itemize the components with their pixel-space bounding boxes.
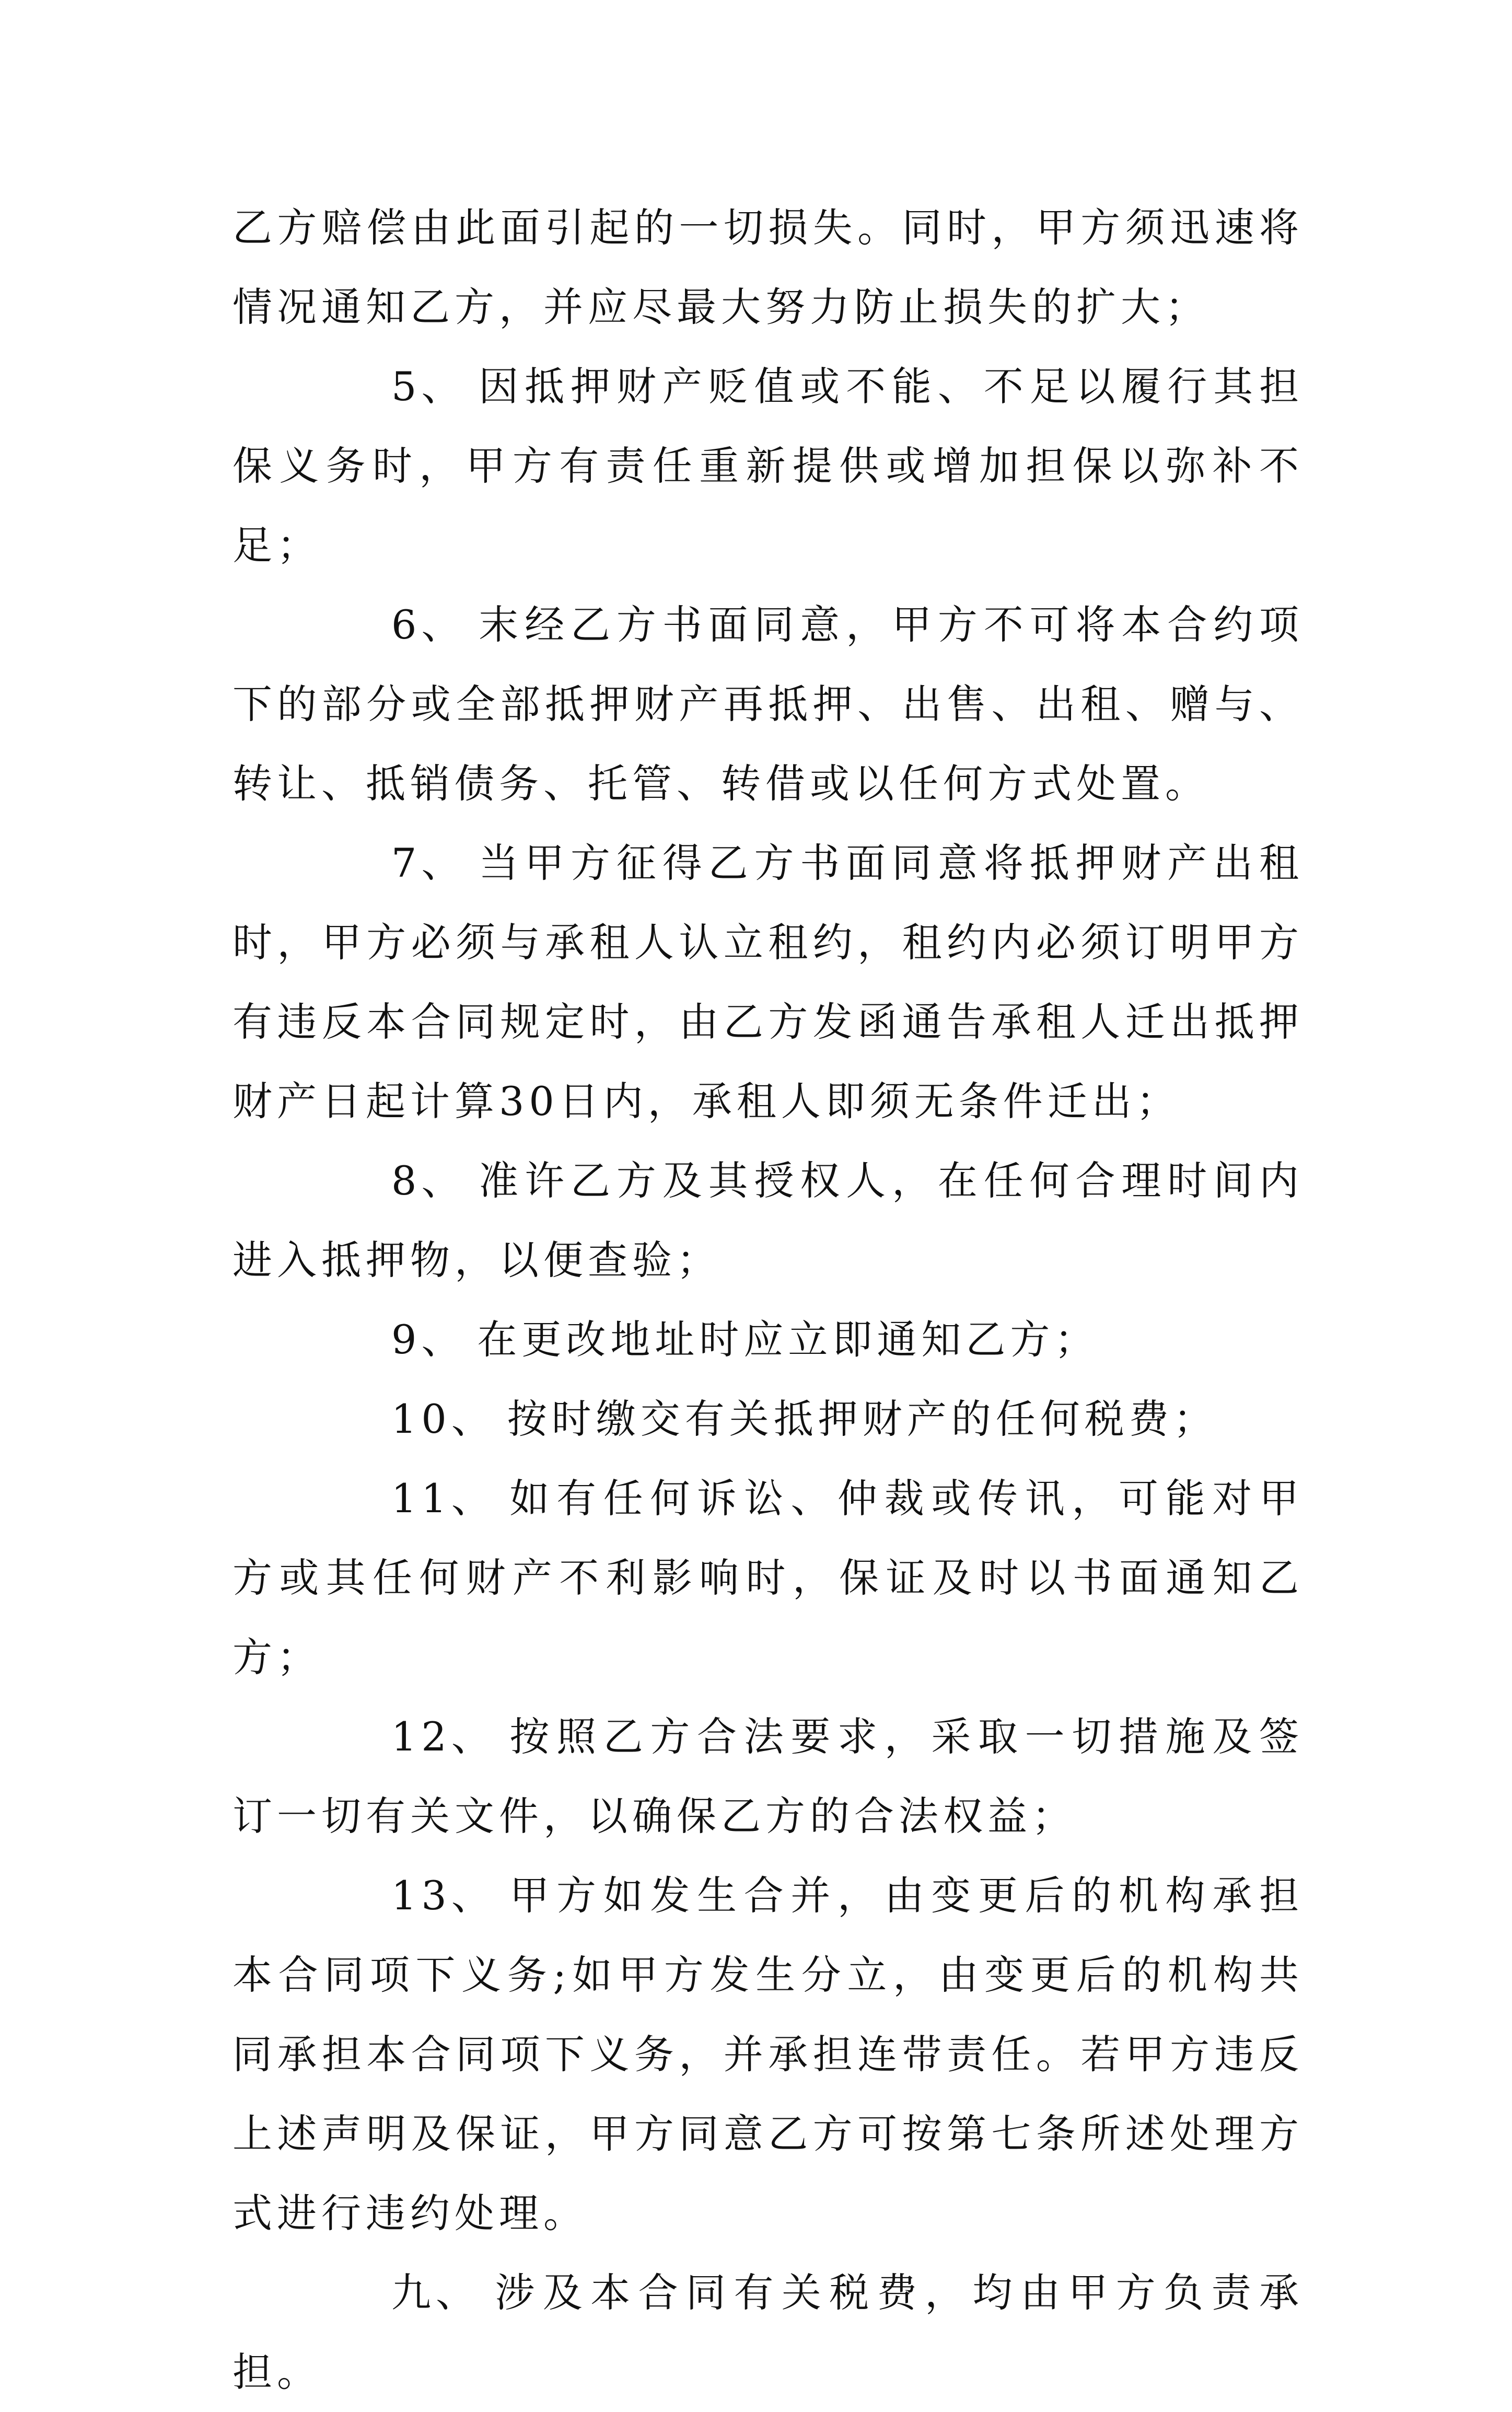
paragraph-number: 5、 (391, 363, 466, 410)
paragraph-text: 按照乙方合法要求，采取一切措施及签订一切有关文件，以确保乙方的合法权益； (232, 1713, 1304, 1839)
paragraph (232, 1379, 1304, 1459)
paragraph (232, 347, 1304, 585)
paragraph-text: 按时缴交有关抵押财产的任何税费； (507, 1396, 1218, 1442)
paragraph-number: 九、 (391, 2269, 480, 2316)
paragraph-text: 准许乙方及其授权人，在任何合理时间内进入抵押物，以便查验； (232, 1157, 1304, 1283)
paragraph-text: 涉及本合同有关税费，均由甲方负责承担。 (232, 2269, 1304, 2395)
paragraph-text: 甲方如发生合并，由变更后的机构承担本合同项下义务;如甲方发生分立，由变更后的机构共同承担本合同项下义务，并承担连带责任。若甲方违反上述声明及保证，甲方同意乙方可按第七条所述处理方式进行违约处理。 (232, 1872, 1304, 2236)
paragraph-number: 7、 (391, 840, 466, 886)
paragraph-number: 12、 (391, 1713, 496, 1760)
document-body (232, 188, 1304, 2412)
paragraph (232, 585, 1304, 824)
paragraph-number: 10、 (391, 1396, 496, 1442)
paragraph (232, 1141, 1304, 1300)
paragraph (232, 1856, 1304, 2253)
paragraph (232, 824, 1304, 1141)
paragraph-number: 9、 (391, 1316, 466, 1363)
paragraph-text: 在更改地址时应立即通知乙方； (477, 1316, 1099, 1363)
paragraph-text: 乙方赔偿由此面引起的一切损失。同时，甲方须迅速将情况通知乙方，并应尽最大努力防止损失的扩大； (232, 204, 1304, 330)
paragraph (232, 2253, 1304, 2412)
paragraph (232, 1697, 1304, 1856)
paragraph-text: 末经乙方书面同意，甲方不可将本合约项下的部分或全部抵押财产再抵押、出售、出租、赠与、转让、抵销债务、托管、转借或以任何方式处置。 (232, 601, 1304, 807)
paragraph-text: 当甲方征得乙方书面同意将抵押财产出租时，甲方必须与承租人认立租约，租约内必须订明甲方有违反本合同规定时，由乙方发函通告承租人迁出抵押财产日起计算30日内，承租人即须无条件迁出； (232, 840, 1304, 1124)
paragraph-number: 6、 (391, 601, 466, 648)
paragraph-number: 11、 (391, 1475, 496, 1522)
paragraph-number: 13、 (391, 1872, 496, 1919)
paragraph-text: 如有任何诉讼、仲裁或传讯，可能对甲方或其任何财产不利影响时，保证及时以书面通知乙方； (232, 1475, 1304, 1680)
paragraph-number: 8、 (391, 1157, 466, 1204)
paragraph (232, 188, 1304, 347)
paragraph (232, 1300, 1304, 1379)
paragraph-text: 因抵押财产贬值或不能、不足以履行其担保义务时，甲方有责任重新提供或增加担保以弥补不足； (232, 363, 1304, 569)
paragraph (232, 1459, 1304, 1697)
